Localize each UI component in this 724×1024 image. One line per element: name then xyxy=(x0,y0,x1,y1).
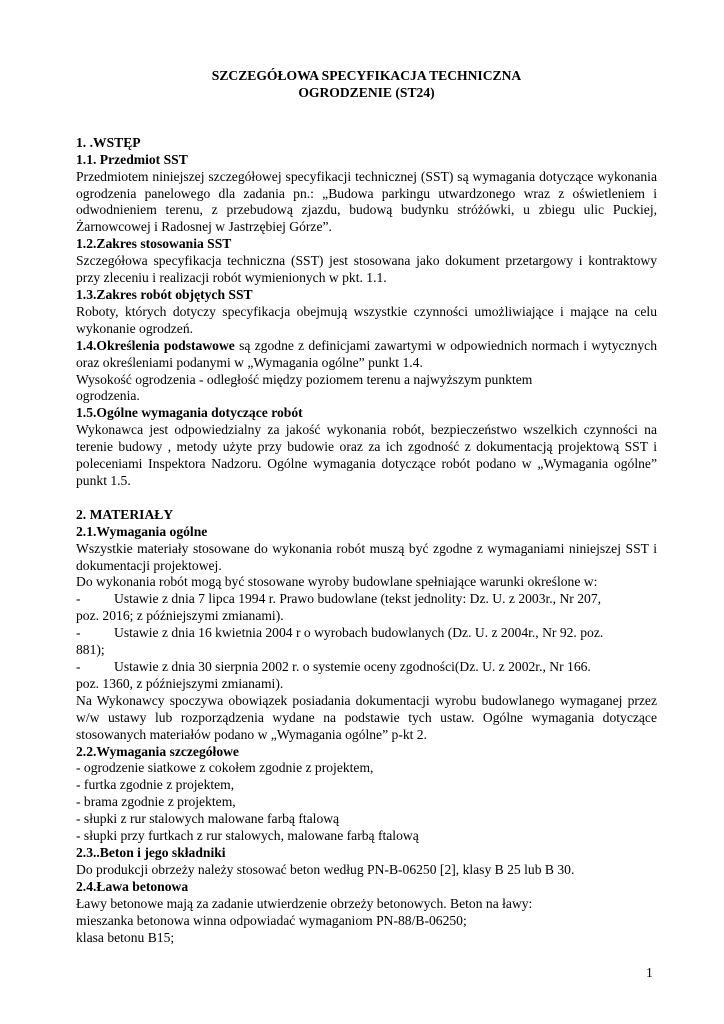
s11-heading: 1.1. Przedmiot SST xyxy=(76,151,188,167)
s21-text: Wszystkie materiały stosowane do wykonania robót muszą być zgodne z wymaganiami niniejszej SST i dokumentacji projektowej. xyxy=(76,540,657,573)
law-dash: - xyxy=(76,659,81,674)
law-text: Ustawie z dnia 16 kwietnia 2004 r o wyrobach budowlanych (Dz. U. z 2004r., Nr 92. poz. xyxy=(114,625,604,641)
s13-text: Roboty, których dotyczy specyfikacja obejmują wszystkie czynności umożliwiające i mające na celu wykonanie ogrodzeń. xyxy=(76,303,657,336)
law-item xyxy=(76,659,657,676)
s12-text: Szczegółowa specyfikacja techniczna (SST) jest stosowana jako dokument przetargowy i kontraktowy przy zleceniu i realizacji robót wymienionych w pkt. 1.1. xyxy=(76,253,657,286)
s23-heading: 2.3..Beton i jego składniki xyxy=(76,844,226,860)
s14-height-line2: ogrodzenia. xyxy=(76,388,140,404)
s12-heading: 1.2.Zakres stosowania SST xyxy=(76,236,232,252)
document-title-line2: OGRODZENIE (ST24) xyxy=(298,84,435,100)
section2-heading: 2. MATERIAŁY xyxy=(76,506,174,522)
s23-text: Do produkcji obrzeży należy stosować beton według PN-B-06250 [2], klasy B 25 lub B 30. xyxy=(76,861,575,877)
s22-heading: 2.2.Wymagania szczegółowe xyxy=(76,743,239,759)
s22-list xyxy=(76,760,657,845)
s14-text: są zgodne z definicjami zawartymi w odpowiednich normach i wytycznych oraz określeniami podanymi w „Wymagania ogólne” punkt 1.4. xyxy=(76,337,657,370)
s14-heading: 1.4.Określenia podstawowe xyxy=(76,337,235,353)
s15-heading: 1.5.Ogólne wymagania dotyczące robót xyxy=(76,405,303,421)
document-page xyxy=(76,68,657,946)
s13-heading: 1.3.Zakres robót objętych SST xyxy=(76,286,253,302)
s11-text: Przedmiotem niniejszej szczegółowej specyfikacji technicznej (SST) są wymagania dotyczące wykonania ogrodzenia panelowego dla zadania pn.: „Budowa parkingu utwardzonego wraz z oświetleniem i odwodnieniem terenu, z przebudową zjazdu, budową budynku stróżówki, u zbiegu ulic Puckiej, Żarnowcowej i Radosnej w Jastrzębiej Górze”. xyxy=(76,168,657,235)
s15-text: Wykonawca jest odpowiedzialny za jakość wykonania robót, bezpieczeństwo wszelkich czynności na terenie budowy , metody użyte przy budowie oraz za ich zgodność z dokumentacją projektową SST i poleceniami Inspektora Nadzoru. Ogólne wymagania dotyczące robót podano w „Wymagania ogólne” punkt 1.5. xyxy=(76,422,657,488)
law-continuation: poz. 1360, z późniejszymi zmianami). xyxy=(76,675,284,691)
document-title-line1: SZCZEGÓŁOWA SPECYFIKACJA TECHNICZNA xyxy=(211,68,522,83)
section1-heading: 1. .WSTĘP xyxy=(76,134,141,150)
s14-paragraph xyxy=(76,338,657,372)
s24-line3: klasa betonu B15; xyxy=(76,929,175,945)
law-continuation: 881); xyxy=(76,642,105,658)
page-number: 1 xyxy=(646,965,653,980)
list-item: - brama zgodnie z projektem, xyxy=(76,794,236,810)
list-item: - słupki przy furtkach z rur stalowych, malowane farbą ftalową xyxy=(76,828,419,844)
s24-heading: 2.4.Ława betonowa xyxy=(76,878,189,894)
s21-text2: Do wykonania robót mogą być stosowane wyroby budowlane spełniające warunki określone w: xyxy=(76,574,598,590)
list-item: - ogrodzenie siatkowe z cokołem zgodnie z projektem, xyxy=(76,760,374,776)
s14-height-line1: Wysokość ogrodzenia - odległość między poziomem terenu a najwyższym punktem xyxy=(76,371,533,387)
s21-heading: 2.1.Wymagania ogólne xyxy=(76,523,208,539)
law-dash: - xyxy=(76,591,81,607)
s21-text3: Na Wykonawcy spoczywa obowiązek posiadania dokumentacji wyrobu budowlanego wymaganej przez w/w ustawy lub rozporządzenia wydane na podstawie tych ustaw. Ogólne wymagania dotyczące stosowanych materiałów podano w „Wymagania ogólne” p-kt 2. xyxy=(76,692,657,742)
s24-line1: Ławy betonowe mają za zadanie utwierdzenie obrzeży betonowych. Beton na ławy: xyxy=(76,895,533,911)
list-item: - słupki z rur stalowych malowane farbą ftalową xyxy=(76,811,340,827)
law-text: Ustawie z dnia 30 sierpnia 2002 r. o systemie oceny zgodności(Dz. U. z 2002r., Nr 166. xyxy=(114,659,591,674)
law-continuation: poz. 2016; z późniejszymi zmianami). xyxy=(76,608,284,624)
s24-line2: mieszanka betonowa winna odpowiadać wymaganiom PN-88/B-06250; xyxy=(76,912,467,928)
law-item xyxy=(76,591,657,608)
list-item: - furtka zgodnie z projektem, xyxy=(76,777,235,793)
law-item xyxy=(76,625,657,642)
law-text: Ustawie z dnia 7 lipca 1994 r. Prawo budowlane (tekst jednolity: Dz. U. z 2003r., Nr 207, xyxy=(114,591,602,607)
law-dash: - xyxy=(76,625,81,641)
